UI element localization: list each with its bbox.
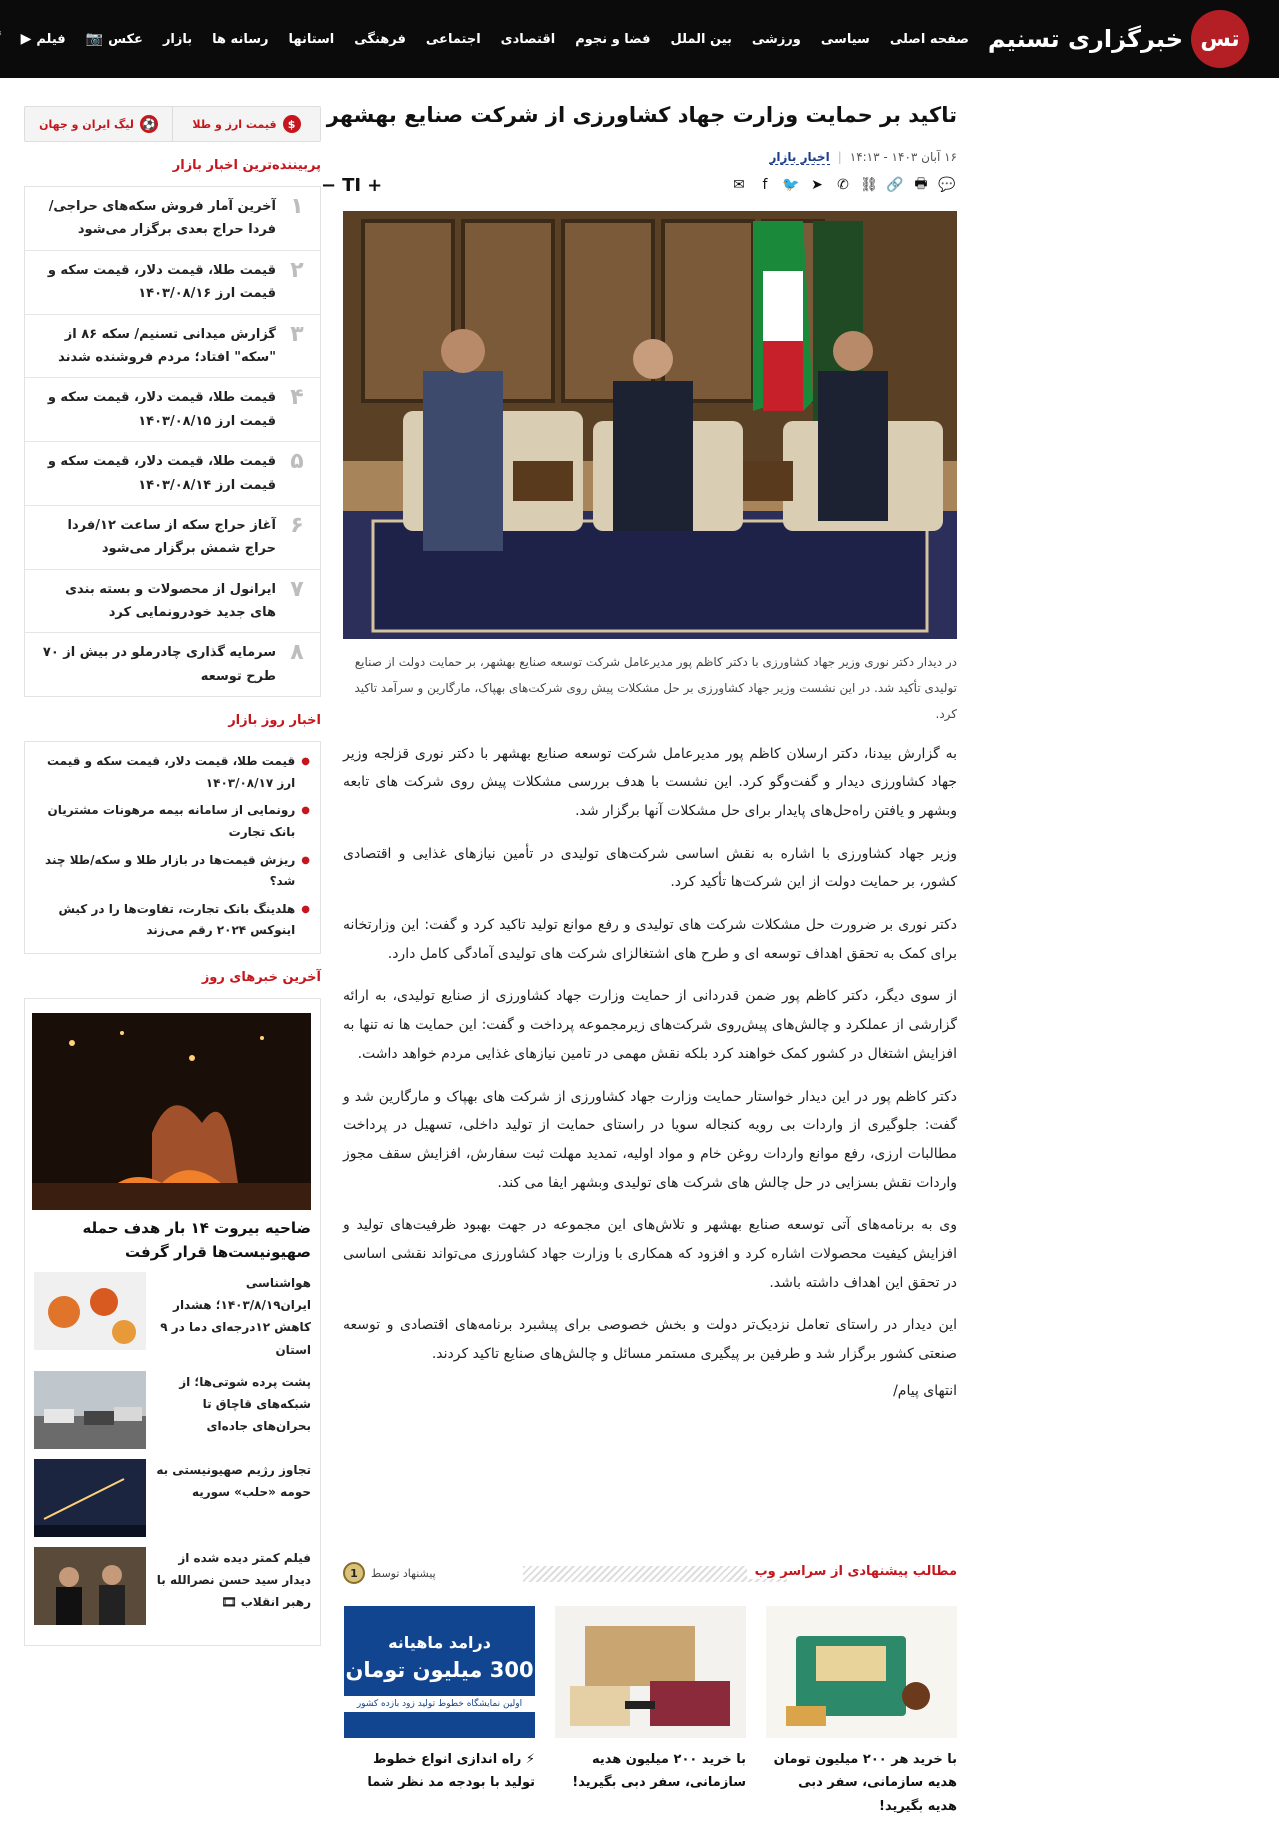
missile-illustration (35, 1459, 147, 1537)
sidebar-pills (25, 106, 322, 142)
latest-item[interactable] (35, 1547, 312, 1625)
popular-item[interactable] (26, 378, 321, 442)
whatsapp-icon[interactable]: ✆ (838, 176, 850, 193)
article-paragraph: وزیر جهاد کشاورزی با اشاره به نقش اساسی شرکت‌های تولیدی در تأمین نیازهای غذایی و اقتصادی کشور، بر حمایت دولت از این شرکت‌ها تأکید کرد. (344, 845, 958, 891)
suggested-section (344, 1560, 958, 1818)
suggested-card-title: با خرید هر ۲۰۰ میلیون تومان هدیه سازمانی، سفر دبی هدیه بگیرید! (774, 1752, 958, 1814)
missile-sky-image (35, 1459, 147, 1537)
snow-leaves-illustration (35, 1272, 147, 1350)
share-bar (730, 175, 958, 195)
tasnim-logo-icon: تس (1192, 10, 1250, 68)
site-name: خبرگزاری تسنیم (988, 25, 1184, 53)
cars-road-image (35, 1371, 147, 1449)
article-photo (344, 211, 958, 639)
top-navbar (0, 0, 1280, 78)
popular-item[interactable] (26, 442, 321, 506)
popular-item[interactable] (26, 570, 321, 634)
sidebar (25, 106, 322, 1646)
font-size-control (322, 175, 383, 196)
daily-item-title: قیمت طلا، قیمت دلار، قیمت سکه و قیمت ارز ۱۴۰۳/۰۸/۱۷ (47, 754, 297, 790)
article-paragraph: وی به برنامه‌های آتی توسعه صنایع بهشهر و تلاش‌های این مجموعه در جهت بهبود ظرفیت‌های تولید و افزایش کیفیت محصولات اشاره کرد و افزود که همکاری با وزارت جهاد کشاورزی می‌تواند نقشی اساسی در تحقق این اهداف داشته باشد. (344, 1217, 958, 1291)
popular-item-title: آغاز حراج سکه از ساعت ۱۲/فردا حراج شمش برگزار می‌شود (68, 517, 277, 557)
popular-rank: ۷ (291, 576, 305, 602)
popular-rank: ۵ (291, 449, 305, 475)
pill-label: لیگ ایران و جهان (40, 117, 135, 131)
article-paragraph: دکتر کاظم پور در این دیدار خواستار حمایت وزارت جهاد کشاورزی از شرکت های بهپاک و مارگارین شد و گفت: جلوگیری از واردات بی رویه کنجاله سویا در راستای حمایت از تولید داخلی، تسهیل در پرداخت مطالبات ارزی، رفع موانع واردات روغن خام و مواد اولیه، تمدید مهلت ثبت سفارش، افزایش سقف مجوز واردات نقش بسزایی در حل چالش های شرکت های تولیدی وبشهر ایفا می کند. (344, 1088, 958, 1191)
meeting-photo-illustration (344, 211, 958, 639)
article (322, 100, 958, 1399)
latest-item[interactable] (35, 1371, 312, 1449)
nav-item-label: فیلم (37, 31, 67, 47)
nav-item-label: اجتماعی (426, 31, 482, 47)
nav-item-label: بازار (163, 31, 194, 47)
daily-item[interactable] (36, 748, 311, 797)
meeting-illustration (35, 1547, 147, 1625)
suggested-card[interactable] (345, 1606, 536, 1818)
latest-news (25, 998, 322, 1646)
popular-rank: ۱ (291, 194, 305, 219)
font-increase-button[interactable]: + (368, 174, 384, 196)
suggested-cards (344, 1606, 958, 1818)
daily-header (25, 711, 322, 735)
article-paragraph: به گزارش بیدنا، دکتر ارسلان کاظم پور مدیرعامل شرکت توسعه صنایع بهشهر با دکتر نوری قزلجه وزیر جهاد کشاورزی دیدار و گفت‌وگو کرد. این نشست با هدف بررسی مشکلات پیش روی شرکت های تابعه وبشهر و یافتن راه‌حل‌های پایدار برای حل مشکلات آنها برگزار شد. (344, 745, 958, 820)
autumn-snow-image (35, 1272, 147, 1350)
nav-item-label: صفحه اصلی (890, 31, 970, 47)
nav-item-label: بین الملل (671, 31, 733, 47)
popular-rank: ۴ (291, 385, 305, 411)
nav-item[interactable] (662, 32, 743, 47)
daily-item[interactable] (36, 896, 311, 945)
suggested-card-title: با خرید ۲۰۰ میلیون هدیه سازمانی، سفر دبی بگیرید! (573, 1752, 747, 1791)
photo-caption: در دیدار دکتر نوری وزیر جهاد کشاورزی با دکتر کاظم پور مدیرعامل شرکت توسعه صنایع بهشهر، بر حمایت دولت از صنایع تولیدی تأکید شد. در این نشست وزیر جهاد کشاورزی بر حل مشکلات پیش روی شرکت‌های بهپاک، مارگارین و سرآمد تاکید کرد. (355, 654, 958, 722)
font-size-label: TI (343, 174, 363, 196)
latest-item[interactable] (35, 1459, 312, 1537)
dollar-icon: $ (284, 115, 302, 133)
latest-header (25, 968, 322, 992)
latest-item-title (153, 1547, 312, 1625)
nav-item[interactable] (566, 32, 661, 47)
camera-icon: 📷 (86, 31, 105, 47)
suggested-header (344, 1560, 958, 1588)
facebook-icon[interactable]: f (763, 176, 769, 193)
latest-item-title: پشت پرده شوتی‌ها؛ از شبکه‌های قاچاق تا بحران‌های جاده‌ای (180, 1374, 312, 1434)
daily-item-title: ریزش قیمت‌ها در بازار طلا و سکه/طلا چند شد؟ (46, 852, 297, 889)
twitter-icon[interactable]: 🐦 (783, 176, 801, 193)
popular-item[interactable] (26, 315, 321, 379)
ad-banner (345, 1606, 536, 1738)
print-icon[interactable]: 🖶 (915, 175, 929, 192)
gift-box-image (767, 1606, 958, 1738)
nav-item[interactable] (492, 32, 567, 47)
nav-item[interactable] (812, 32, 881, 47)
beirut-night-illustration (33, 1013, 312, 1210)
popular-rank: ۳ (291, 321, 305, 347)
article-end: انتهای پیام/ (894, 1382, 958, 1399)
popular-item[interactable] (26, 187, 321, 251)
nav-item[interactable] (0, 31, 12, 47)
nav-item[interactable] (417, 32, 492, 47)
suggested-card-title: ⚡ راه اندازی انواع خطوط تولید با بودجه مد نظر شما (368, 1752, 536, 1791)
video-icon: 🎞 (222, 1595, 238, 1610)
popular-item-title: ایرانول از محصولات و بسته بندی های جدید خودرونمایی کرد (66, 581, 277, 621)
popular-item-title: سرمایه گذاری چادرملو در بیش از ۷۰ طرح توسعه (43, 645, 277, 684)
site-brand[interactable] (989, 8, 1250, 70)
popular-rank: ۸ (291, 640, 305, 666)
nav-item[interactable] (77, 31, 154, 47)
bullet-icon: ● (302, 903, 311, 915)
popular-item-title: گزارش میدانی تسنیم/ سکه ۸۶ از "سکه" افتاد؛ مردم فروشنده شدند (59, 326, 277, 365)
league-link[interactable] (26, 107, 174, 141)
latest-item-title-text: فیلم کمتر دیده شده از دیدار سید حسن نصرالله با رهبر انقلاب (157, 1550, 312, 1610)
popular-item-title: قیمت طلا، قیمت دلار، قیمت سکه و قیمت ارز ۱۴۰۳/۰۸/۱۵ (48, 390, 277, 429)
article-tools (322, 175, 958, 201)
suggested-card[interactable] (767, 1606, 958, 1818)
article-paragraph: این دیدار در راستای تعامل نزدیک‌تر دولت و بخش خصوصی برای پیشبرد برنامه‌های اقتصادی و توسعه صنعتی کشور برگزار شد و طرفین بر پیگیری مستمر مسائل و چالش‌های صنایع تاکید کردند. (344, 1317, 958, 1363)
popular-item[interactable] (26, 251, 321, 315)
popular-item-title: قیمت طلا، قیمت دلار، قیمت سکه و قیمت ارز ۱۴۰۳/۰۸/۱۴ (48, 454, 277, 493)
article-paragraph: از سوی دیگر، دکتر کاظم پور ضمن قدردانی از حمایت وزارت جهاد کشاورزی از صنایع تولیدی، به ارائه گزارشی از عملکرد و چالش‌های پیش‌روی شرکت‌های زیرمجموعه پرداخت و گفت: این حمایت ها نه تنها به افزایش اشتغال در کشور کمک خواهند کرد بلکه نقش مهمی در تامین نیازهای غذایی مردم خواهد داشت. (344, 988, 958, 1062)
article-category-link[interactable]: اخبار بازار (770, 149, 831, 164)
pill-label: قیمت ارز و طلا (193, 117, 278, 131)
nav-item-label: فرهنگی (355, 31, 407, 47)
daily-item-title: رونمایی از سامانه بیمه مرهونات مشتریان بانک تجارت (48, 803, 297, 840)
short-link-icon[interactable]: 🔗 (887, 176, 905, 193)
article-meta (322, 150, 958, 165)
latest-item-title: تجاوز رژیم صهیونیستی به حومه «حلب» سوریه (157, 1462, 312, 1499)
lead-news-image[interactable] (33, 1013, 312, 1210)
popular-item-title: قیمت طلا، قیمت دلار، قیمت سکه و قیمت ارز ۱۴۰۳/۰۸/۱۶ (48, 262, 277, 302)
gift-box-illustration (767, 1606, 958, 1738)
ad-line-2: 300 میلیون تومان (346, 1657, 535, 1682)
nav-item[interactable] (203, 32, 279, 47)
latest-item-title: هواشناسی ایران۱۴۰۳/۸/۱۹؛ هشدار کاهش ۱۲درجه‌ای دما در ۹ استان (161, 1276, 312, 1357)
popular-header (25, 156, 322, 180)
nav-item-label: سیاسی (821, 31, 871, 47)
main-nav (0, 0, 980, 78)
currency-gold-link[interactable] (174, 107, 321, 141)
daily-item[interactable] (36, 847, 311, 896)
nav-item-label: استانها (289, 31, 336, 47)
email-icon[interactable]: ✉ (734, 176, 746, 193)
nav-item-label: ورزشی (752, 31, 802, 47)
bullet-icon: ● (302, 805, 311, 817)
recommend-badge[interactable] (344, 1562, 437, 1584)
video-icon: ▶ (21, 31, 33, 47)
daily-list (25, 741, 322, 954)
latest-item[interactable] (35, 1272, 312, 1361)
bullet-icon: ● (302, 756, 311, 768)
football-icon: ⚽ (141, 115, 159, 133)
bullet-icon: ● (302, 854, 311, 866)
daily-item-title: هلدینگ بانک تجارت، تفاوت‌ها را در کیش اینوکس ۲۰۲۴ رقم می‌زند (59, 901, 297, 938)
latest-title: آخرین خبرهای روز (195, 970, 322, 985)
nav-item-label: فضا و نجوم (576, 31, 652, 47)
nav-item-label: اقتصادی (501, 31, 557, 47)
telegram-icon[interactable]: ➤ (812, 176, 824, 193)
nav-item[interactable] (743, 32, 812, 47)
suggested-title: مطالب پیشنهادی از سراسر وب (748, 1564, 958, 1579)
popular-rank: ۶ (291, 512, 305, 538)
cars-illustration (35, 1371, 147, 1449)
gift-set-image (556, 1606, 747, 1738)
daily-title: اخبار روز بازار (221, 713, 322, 728)
nav-item-label: عکس (109, 31, 144, 47)
nav-item[interactable] (279, 32, 345, 47)
suggested-card[interactable] (556, 1606, 747, 1818)
recommend-badge-label: پیشنهاد توسط (372, 1566, 437, 1580)
nav-item-label (0, 32, 2, 47)
nav-item[interactable] (154, 32, 203, 47)
gift-set-illustration (556, 1606, 747, 1738)
font-decrease-button[interactable]: − (322, 174, 338, 196)
daily-item[interactable] (36, 797, 311, 846)
recommend-logo-icon: 1 (344, 1562, 366, 1584)
article-title: تاکید بر حمایت وزارت جهاد کشاورزی از شرکت صنایع بهشهر (327, 103, 958, 127)
popular-list (25, 186, 322, 697)
popular-item[interactable] (26, 633, 321, 696)
popular-item-title: آخرین آمار فروش سکه‌های حراجی/فردا حراج بعدی برگزار می‌شود (49, 199, 277, 238)
nav-item-label: رسانه ها (213, 31, 270, 47)
nav-item[interactable] (12, 31, 77, 47)
article-body (322, 740, 958, 1369)
lead-news-title[interactable]: ضاحیه بیروت ۱۴ بار هدف حمله صهیونیست‌ها قرار گرفت (83, 1219, 312, 1261)
ad-line-3: اولین نمایشگاه خطوط تولید زود بازده کشور (345, 1696, 536, 1712)
nav-item[interactable] (881, 32, 980, 47)
article-paragraph: دکتر نوری بر ضرورت حل مشکلات شرکت های تولیدی و رفع موانع تولید تاکید کرد و گفت: این وزارتخانه برای کمک به تحقق اهداف توسعه ای و طرح های اشتغالزای شرکت های تولیدی آمادگی کامل دارد. (344, 917, 958, 962)
nav-item[interactable] (345, 32, 417, 47)
popular-item[interactable] (26, 506, 321, 570)
popular-rank: ۲ (291, 257, 305, 283)
popular-title: پربیننده‌ترین اخبار بازار (166, 158, 322, 173)
ad-line-1: درامد ماهیانه (389, 1632, 492, 1652)
comment-icon[interactable]: 💬 (939, 176, 957, 193)
meeting-video-image (35, 1547, 147, 1625)
article-date: ۱۶ آبان ۱۴۰۳ - ۱۴:۱۳ (850, 150, 958, 164)
copy-link-icon[interactable]: ⛓ (861, 176, 879, 193)
meta-separator: | (838, 150, 843, 164)
